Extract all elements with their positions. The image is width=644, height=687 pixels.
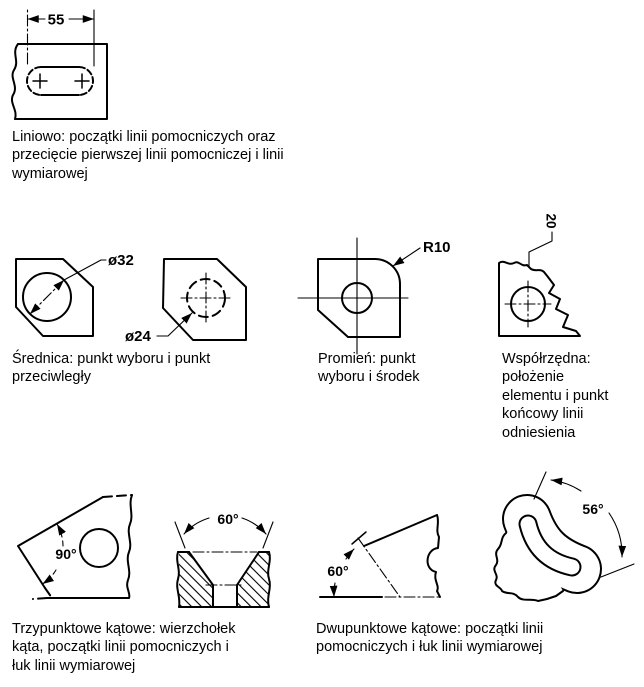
caption-line: końcowy linii: [502, 406, 584, 423]
plate-break-edge: [12, 44, 18, 119]
dimension-arc-60-b: [242, 518, 266, 534]
caption-line: odniesienia: [502, 424, 576, 441]
extension-line-56-top: [534, 472, 546, 499]
caption-diameter: [12, 350, 210, 387]
diameter-dim-label-32: ø32: [108, 252, 134, 269]
inclined-centerline-60: [358, 538, 400, 597]
caption-line: Promień: punkt: [318, 351, 416, 367]
center-mark-right: [75, 74, 89, 88]
caption-line: wyboru i środek: [318, 369, 420, 386]
dimension-arc-60-a: [184, 518, 209, 534]
caption-linear: [12, 128, 284, 183]
caption-line: Trzypunktowe kątowe: wierzchołek: [12, 621, 236, 637]
caption-ordinate: [502, 350, 608, 442]
extension-tick-60: [352, 532, 366, 544]
caption-line: przecięcie pierwszej linii pomocniczej i linii: [12, 147, 284, 164]
ordinate-figure: [499, 213, 580, 336]
caption-line: Średnica: punkt wyboru i punkt: [12, 351, 211, 367]
two-point-angular-figures: [320, 472, 634, 601]
caption-line: kąta, początki linii pomocniczych i: [12, 639, 229, 656]
diameter-line-32: [30, 280, 64, 314]
part-outline-24: [163, 259, 246, 340]
dimension-arc-90-b: [43, 570, 57, 584]
angle-dim-label-90: 90°: [55, 546, 77, 562]
linear-figure: [12, 10, 107, 119]
caption-line: Współrzędna:: [502, 351, 591, 367]
caption-line: przeciwległy: [12, 369, 91, 386]
wedge-top-dashed-90: [103, 495, 132, 497]
caption-line: pomocniczych i łuk linii wymiarowej: [316, 639, 543, 656]
wedge-side-dashed-90: [45, 588, 52, 598]
wedge-break-edge-90: [127, 495, 132, 598]
hole-walls: [213, 585, 237, 607]
extension-line-60-right: [263, 522, 273, 548]
caption-line: Dwupunktowe kątowe: początki linii: [316, 621, 544, 637]
diameter-dim-label-24: ø24: [125, 328, 151, 345]
dimension-arc-56-b: [609, 513, 622, 557]
wedge-bottom-dashed-90: [33, 598, 47, 599]
leader-line-32: [64, 260, 106, 280]
diameter-figures: [16, 252, 246, 345]
caption-line: elementu i punkt: [502, 387, 609, 404]
leader-line-r10: [393, 248, 420, 266]
angle-dim-label-56: 56°: [582, 501, 604, 517]
radius-dim-label: R10: [423, 239, 451, 256]
dimension-arc-90-a: [57, 524, 63, 546]
caption-line: łuk linii wymiarowej: [12, 657, 136, 674]
dimension-arc-56-a: [551, 480, 581, 491]
caption-line: Liniowo: początki linii pomocniczych oraz: [12, 129, 276, 145]
caption-line: wymiarowej: [12, 165, 88, 182]
caption-line: położenie: [502, 369, 565, 386]
ordinate-dim-label: 20: [543, 213, 559, 229]
extension-line-60-left: [175, 522, 185, 548]
radius-figure: [298, 238, 451, 354]
angle-dim-label-60-countersink: 60°: [217, 511, 239, 527]
center-mark-left: [33, 74, 47, 88]
wedge-top-edge-60: [364, 515, 437, 546]
caption-three-point-angular: [12, 620, 236, 675]
wedge-break-edge-60: [428, 515, 440, 597]
three-point-angular-figures: [18, 495, 273, 607]
caption-radius: [318, 350, 420, 387]
angle-dim-label-60: 60°: [327, 563, 349, 579]
ordinate-leader-line: [529, 238, 552, 266]
wedge-outline-90: [18, 497, 103, 588]
caption-two-point-angular: [316, 620, 543, 657]
dimension-arc-60-bottom: [334, 583, 335, 597]
hole-circle-90: [80, 529, 118, 567]
linear-dim-label: 55: [47, 11, 65, 29]
extension-line-56-bottom: [601, 564, 634, 577]
dimension-arc-60-top: [346, 549, 354, 559]
